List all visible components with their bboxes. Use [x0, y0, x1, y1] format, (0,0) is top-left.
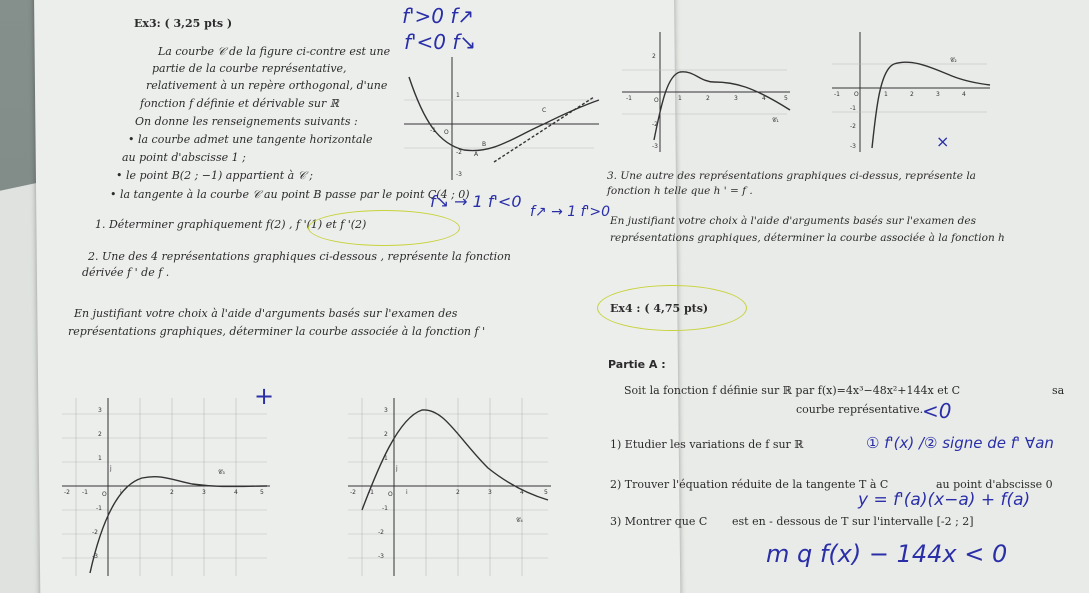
label-x3-c3: 3	[202, 489, 206, 496]
label-4-c2: 4	[962, 91, 966, 98]
label-x4-c3: 4	[234, 489, 238, 496]
label-2-c2: 2	[910, 91, 914, 98]
handwriting-plus: +	[254, 382, 275, 410]
question-3b: fonction h telle que h ' = f .	[607, 185, 753, 197]
label-m1-c2: -1	[834, 91, 840, 98]
graph-curve-c	[404, 52, 604, 182]
label-c3: 𝒞₃	[218, 469, 225, 476]
label-m1-c3: -1	[96, 505, 102, 512]
label-x5-c4: 5	[544, 489, 548, 496]
handwriting-note-3: f↘ → 1 f'<0	[430, 192, 522, 211]
intro-line-2: partie de la courbe représentative,	[152, 62, 347, 75]
intro-line-1: La courbe 𝒞 de la figure ci-contre est une	[158, 45, 391, 58]
label-mx2-c3: -2	[64, 489, 70, 496]
label-i-c4: i	[406, 489, 408, 496]
partA-line-1: Soit la fonction f définie sur ℝ par f(x)=4x³−48x²+144x et C	[624, 384, 961, 397]
question-2c: En justifiant votre choix à l'aide d'arguments basés sur l'examen des	[74, 307, 458, 320]
question-3a: 3. Une autre des représentations graphiques ci-dessus, représente la	[607, 170, 976, 182]
label-j-c3: j	[110, 465, 112, 472]
label-2-c4: 2	[384, 431, 388, 438]
label-m3-c2: -3	[850, 143, 856, 150]
label-m2-c: -2	[456, 149, 462, 156]
label-x2-c3: 2	[170, 489, 174, 496]
bullet-1b: au point d'abscisse 1 ;	[122, 151, 246, 164]
label-o2: O	[654, 97, 659, 104]
partA-line-2: courbe représentative.	[796, 403, 924, 416]
question-2a: 2. Une des 4 représentations graphiques ci-dessous , représente la fonction	[88, 250, 511, 263]
bullet-1: • la courbe admet une tangente horizontale	[128, 133, 373, 146]
question-3d: représentations graphiques, déterminer la courbe associée à la fonction h	[610, 232, 1005, 244]
handwriting-note-1: f'>0 f↗	[402, 4, 475, 28]
label-2-c3: 2	[98, 431, 102, 438]
label-c4: 𝒞₄	[516, 517, 523, 524]
question-3c: En justifiant votre choix à l'aide d'arguments basés sur l'examen des	[610, 215, 976, 227]
label-1-c2: 1	[884, 91, 888, 98]
graph-c2	[832, 30, 992, 155]
question-2b: dérivée f ' de f .	[82, 266, 170, 279]
item-2: 2) Trouver l'équation réduite de la tangente T à C	[610, 478, 889, 491]
graph-c4	[348, 398, 553, 578]
partA-title: Partie A :	[608, 358, 666, 371]
graph-c1	[622, 30, 792, 155]
label-c: C	[542, 107, 547, 114]
handwriting-note-6: y = f'(a)(x−a) + f(a)	[858, 490, 1031, 510]
ex4-title: Ex4 : ( 4,75 pts)	[610, 302, 709, 315]
label-1-c3: 1	[98, 455, 102, 462]
label-m1-c: -1	[430, 127, 436, 134]
label-1-c: 1	[456, 92, 460, 99]
highlight-oval-ex4	[597, 285, 747, 331]
intro-line-4: fonction f définie et dérivable sur ℝ	[140, 97, 339, 110]
handwriting-note-7: <0	[922, 399, 952, 423]
label-m1-c1: -1	[626, 95, 632, 102]
intro-line-5: On donne les renseignements suivants :	[135, 115, 358, 128]
handwriting-note-8: m q f(x) − 144x < 0	[766, 540, 1008, 568]
label-c1: 𝒞₁	[772, 117, 779, 124]
ex3-title: Ex3: ( 3,25 pts )	[134, 17, 233, 30]
label-m2-c1: -2	[652, 121, 658, 128]
label-j-c4: j	[396, 465, 398, 472]
handwriting-note-4: f↗ → 1 f'>0	[530, 204, 611, 220]
label-mx1-c3: -1	[82, 489, 88, 496]
label-x5-c3: 5	[260, 489, 264, 496]
handwriting-note-2: f'<0 f↘	[404, 30, 477, 54]
label-m2-c2: -2	[850, 123, 856, 130]
label-mx2-c4: -2	[350, 489, 356, 496]
label-3-c2: 3	[936, 91, 940, 98]
label-2-c1: 2	[706, 95, 710, 102]
label-m3-c3: -3	[92, 553, 98, 560]
label-m3-c4: -3	[378, 553, 384, 560]
handwriting-cross: ×	[936, 132, 950, 151]
label-3-c4: 3	[384, 407, 388, 414]
label-m3-c: -3	[456, 171, 462, 178]
label-4-c1: 4	[762, 95, 766, 102]
label-x4-c4: 4	[520, 489, 524, 496]
label-mx1-c4: -1	[368, 489, 374, 496]
label-b: B	[482, 141, 487, 148]
label-m1-c4: -1	[382, 505, 388, 512]
label-3-c3: 3	[98, 407, 102, 414]
label-3-c1: 3	[734, 95, 738, 102]
label-x3-c4: 3	[488, 489, 492, 496]
label-o3: O	[854, 91, 859, 98]
label-m3-c1: -3	[652, 143, 658, 150]
item-2-end: au point d'abscisse 0	[936, 478, 1053, 491]
item-3-end: est en - dessous de T sur l'intervalle [-2 ; 2]	[732, 515, 974, 528]
label-m2-c3: -2	[92, 529, 98, 536]
label-o5: O	[388, 491, 393, 498]
label-o1: O	[444, 129, 449, 136]
bullet-2: • le point B(2 ; −1) appartient à 𝒞 ;	[116, 169, 313, 182]
label-i-c3: i	[120, 489, 122, 496]
bullet-3: • la tangente à la courbe 𝒞 au point B passe par le point C(4 ; 0)	[110, 188, 470, 201]
graph-c3	[62, 398, 272, 578]
label-o4: O	[102, 491, 107, 498]
highlight-oval-q1	[308, 210, 460, 246]
partA-line-1-end: sa	[1052, 384, 1065, 397]
label-1-c1: 1	[678, 95, 682, 102]
label-x2-c4: 2	[456, 489, 460, 496]
handwriting-note-5: ① f'(x) /② signe de f' ∀an	[866, 434, 1054, 452]
label-c2: 𝒞₂	[950, 57, 957, 64]
label-m1y-c2: -1	[850, 105, 856, 112]
question-1: 1. Déterminer graphiquement f(2) , f '(1) et f '(2)	[95, 218, 367, 231]
label-5-c1: 5	[784, 95, 788, 102]
item-3: 3) Montrer que C	[610, 515, 708, 528]
label-m2-c4: -2	[378, 529, 384, 536]
label-1-c4: 1	[384, 455, 388, 462]
item-1: 1) Etudier les variations de f sur ℝ	[610, 438, 804, 451]
question-2d: représentations graphiques, déterminer la courbe associée à la fonction f '	[68, 325, 486, 338]
label-2y-c1: 2	[652, 53, 656, 60]
label-a: A	[474, 151, 479, 158]
intro-line-3: relativement à un repère orthogonal, d'une	[146, 79, 388, 92]
